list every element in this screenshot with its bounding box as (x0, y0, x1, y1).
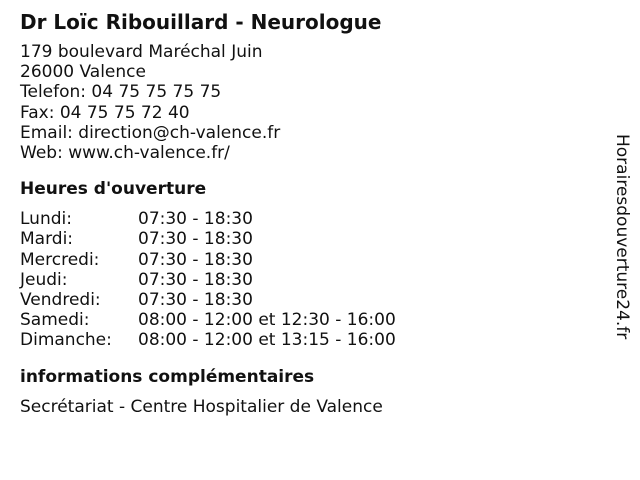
time-value: 07:30 - 18:30 (138, 269, 253, 290)
opening-hours-heading: Heures d'ouverture (20, 179, 207, 200)
address-line-1: 179 boulevard Maréchal Juin (20, 42, 263, 62)
time-value: 07:30 - 18:30 (138, 290, 253, 311)
hours-row-monday (20, 209, 600, 229)
address-line-2: 26000 Valence (20, 62, 146, 83)
day-label: Vendredi: (20, 290, 101, 311)
time-value: 07:30 - 18:30 (138, 249, 253, 270)
time-value: 08:00 - 12:00 et 13:15 - 16:00 (138, 330, 396, 351)
opening-hours-table (20, 209, 600, 350)
web-text: Web: www.ch-valence.fr/ (20, 143, 230, 164)
day-label: Dimanche: (20, 330, 112, 351)
additional-info-text: Secrétariat - Centre Hospitalier de Valence (20, 396, 383, 417)
vertical-brand-text: Horairesdouverture24.fr (612, 134, 632, 340)
hours-row-thursday (20, 270, 600, 290)
page-title: Dr Loïc Ribouillard - Neurologue (20, 10, 382, 34)
hours-row-sunday (20, 330, 600, 350)
day-label: Samedi: (20, 310, 90, 331)
day-label: Jeudi: (20, 269, 68, 290)
doctor-card (20, 10, 600, 417)
email-text: Email: direction@ch-valence.fr (20, 122, 281, 143)
additional-info-heading: informations complémentaires (20, 366, 315, 387)
day-label: Mercredi: (20, 249, 100, 270)
time-value: 07:30 - 18:30 (138, 209, 253, 230)
hours-row-tuesday (20, 229, 600, 249)
day-label: Mardi: (20, 229, 74, 250)
fax-text: Fax: 04 75 75 72 40 (20, 102, 190, 123)
time-value: 07:30 - 18:30 (138, 229, 253, 250)
hours-row-friday (20, 290, 600, 310)
hours-row-saturday (20, 310, 600, 330)
hours-row-wednesday (20, 250, 600, 270)
telephone-text: Telefon: 04 75 75 75 75 (20, 82, 222, 103)
day-label: Lundi: (20, 209, 72, 230)
contact-details (20, 42, 600, 163)
time-value: 08:00 - 12:00 et 12:30 - 16:00 (138, 310, 396, 331)
